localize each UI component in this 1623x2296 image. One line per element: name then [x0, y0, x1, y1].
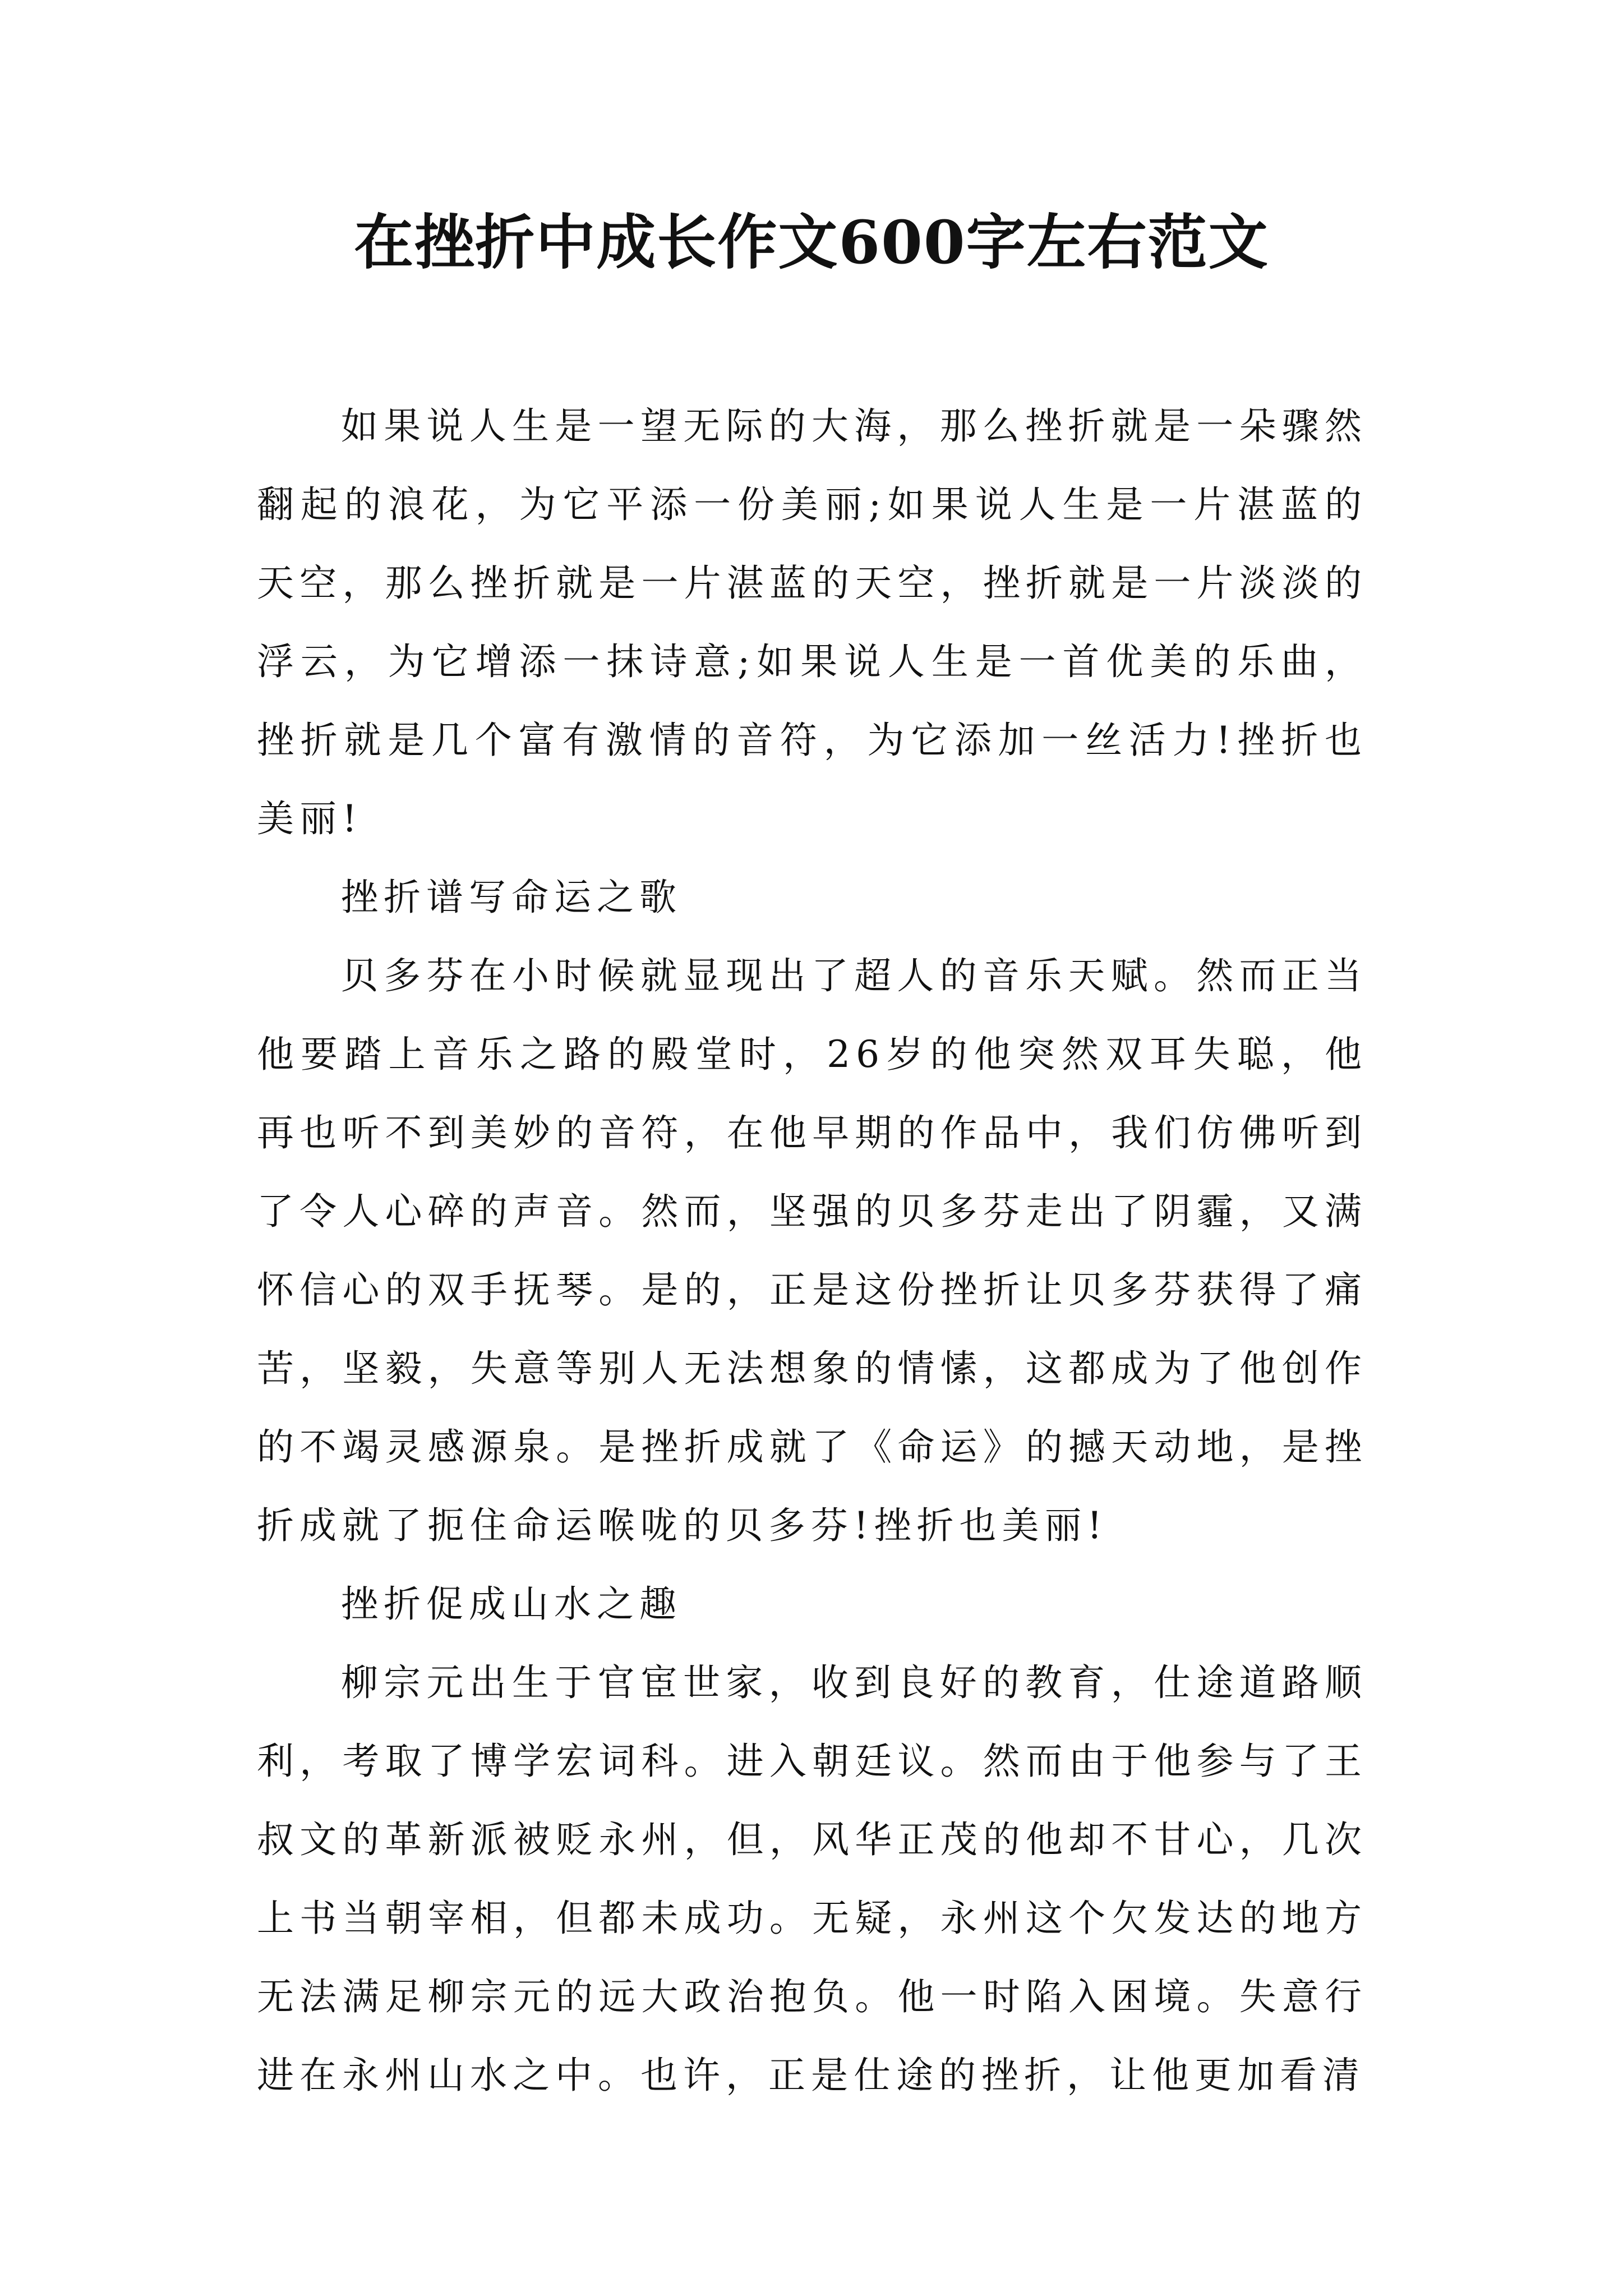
subheading-landscape: 挫折促成山水之趣: [341, 1582, 682, 1626]
subheading-fate-song: 挫折谱写命运之歌: [341, 876, 682, 919]
document-title: 在挫折中成长作文600字左右范文: [354, 207, 1269, 277]
paragraph-liu-zongyuan: 柳宗元出生于官宦世家，收到良好的教育，仕途道路顺利，考取了博学宏词科。进入朝廷议。然而由于他参与了王叔文的革新派被贬永州，但，风华正茂的他却不甘心，几次上书当朝宰相，但都未成功。无疑，永州这个欠发达的地方无法满足柳宗元的远大政治抱负。他一时陷入困境。失意行进在永州山水之中。也许，正是仕途的挫折，让他更加看清: [257, 1661, 1367, 2097]
paragraph-intro: 如果说人生是一望无际的大海，那么挫折就是一朵骤然翻起的浪花，为它平添一份美丽;如果说人生是一片湛蓝的天空，那么挫折就是一片湛蓝的天空，挫折就是一片淡淡的浮云，为它增添一抹诗意;如果说人生是一首优美的乐曲，挫折就是几个富有激情的音符，为它添加一丝活力!挫折也美丽!: [257, 404, 1367, 840]
paragraph-beethoven: 贝多芬在小时候就显现出了超人的音乐天赋。然而正当他要踏上音乐之路的殿堂时，26岁的他突然双耳失聪，他再也听不到美妙的音符，在他早期的作品中，我们仿佛听到了令人心碎的声音。然而，坚强的贝多芬走出了阴霾，又满怀信心的双手抚琴。是的，正是这份挫折让贝多芬获得了痛苦，坚毅，失意等别人无法想象的情愫，这都成为了他创作的不竭灵感源泉。是挫折成就了《命运》的撼天动地，是挫折成就了扼住命运喉咙的贝多芬!挫折也美丽!: [257, 954, 1367, 1547]
document-body: [257, 387, 1367, 2115]
